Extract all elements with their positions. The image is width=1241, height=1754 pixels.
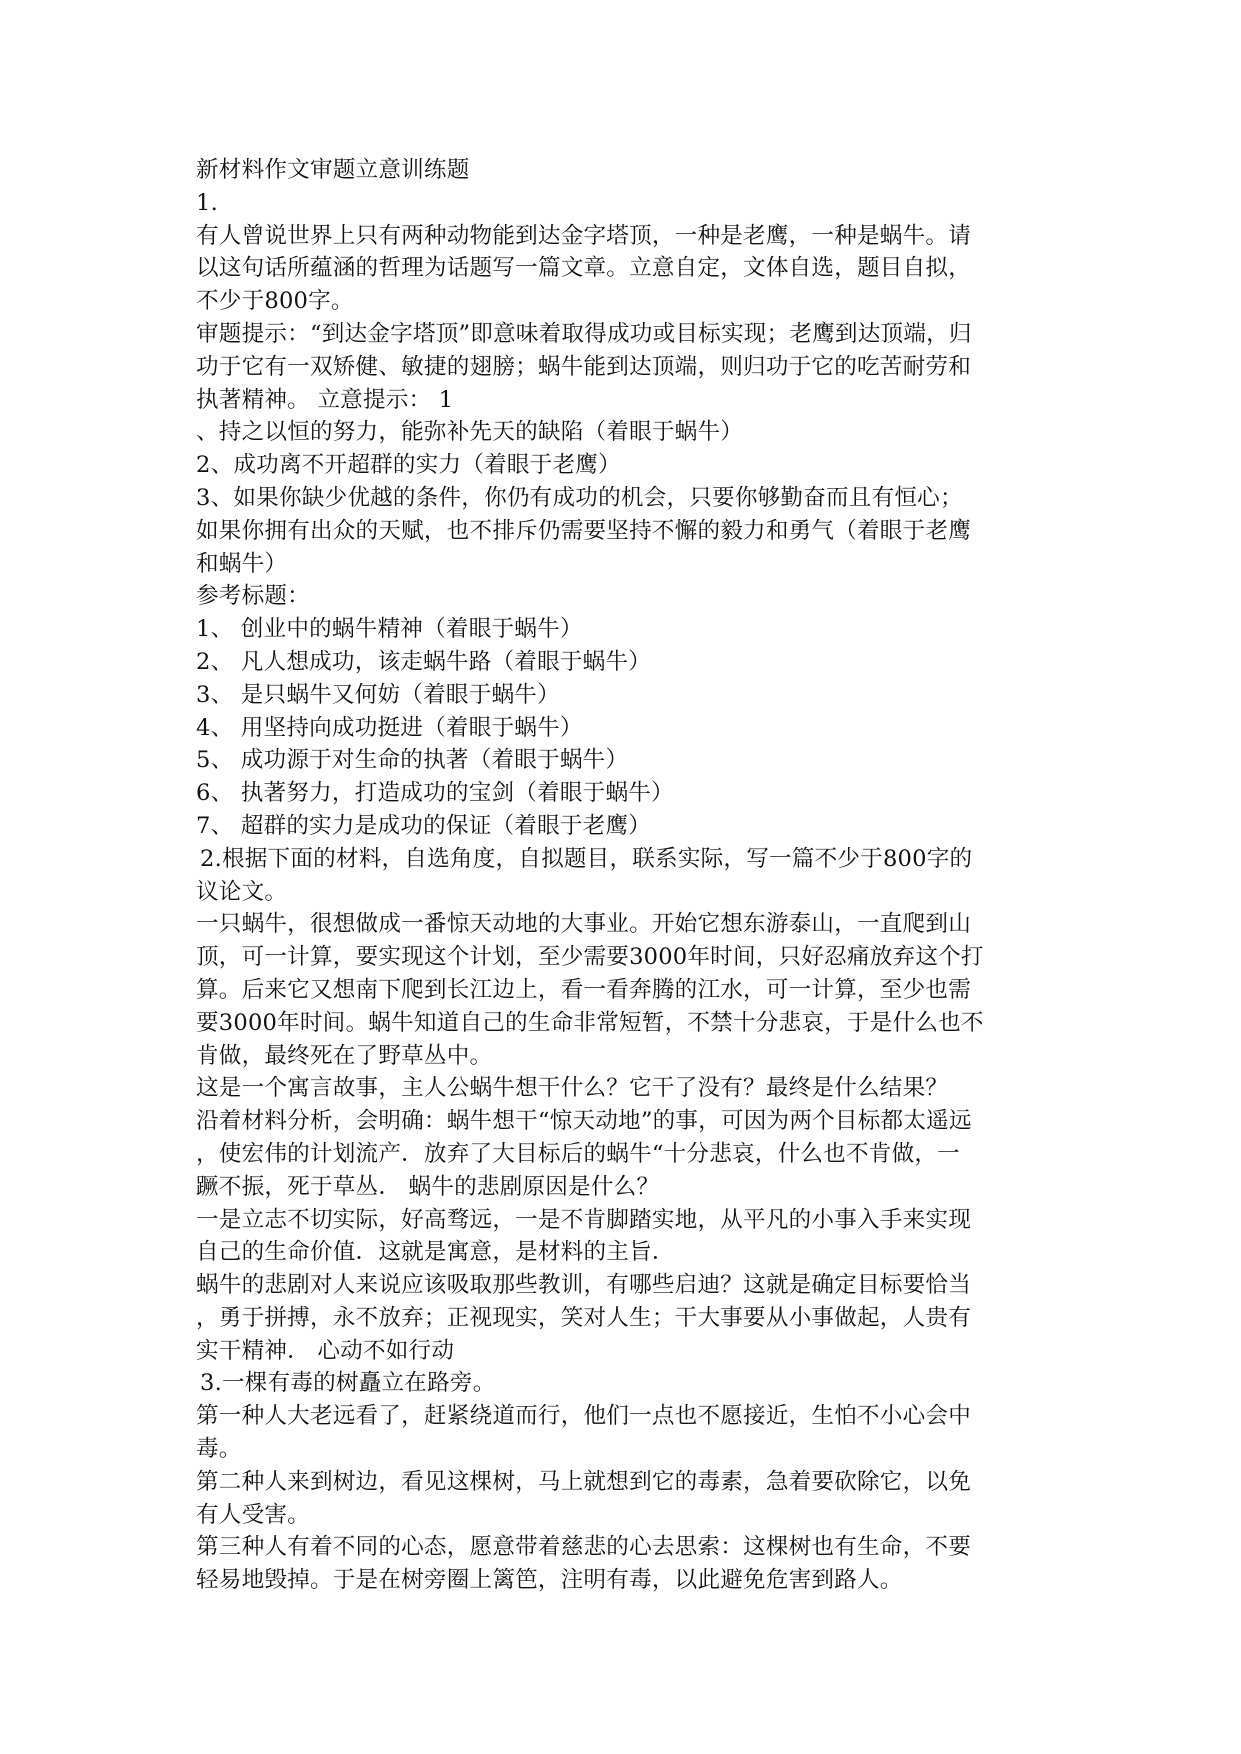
text-line: 蹶不振，死于草丛． 蜗牛的悲剧原因是什么？ bbox=[196, 1173, 660, 1200]
reference-titles-heading: 参考标题： bbox=[196, 583, 310, 610]
text-line: 沿着材料分析，会明确：蜗牛想干“惊天动地”的事，可因为两个目标都太遥远 bbox=[196, 1108, 972, 1135]
text-line: 轻易地毁掉。于是在树旁圈上篱笆，注明有毒，以此避免危害到路人。 bbox=[196, 1567, 903, 1594]
question-number-1: 1. bbox=[196, 189, 218, 216]
reference-title-item: 1、 创业中的蜗牛精神（着眼于蜗牛） bbox=[196, 616, 583, 643]
text-line: 自己的生命价值．这就是寓意，是材料的主旨． bbox=[196, 1239, 675, 1266]
text-line: 2、成功离不开超群的实力（着眼于老鹰） bbox=[196, 452, 621, 479]
text-line: 有人受害。 bbox=[196, 1501, 310, 1528]
reference-title-item: 3、 是只蜗牛又何妨（着眼于蜗牛） bbox=[196, 681, 560, 708]
text-line: 以这句话所蕴涵的哲理为话题写一篇文章。立意自定，文体自选，题目自拟， bbox=[196, 255, 971, 282]
reference-title-item: 2、 凡人想成功，该走蜗牛路（着眼于蜗牛） bbox=[196, 648, 652, 675]
reference-title-item: 4、 用坚持向成功挺进（着眼于蜗牛） bbox=[196, 714, 583, 741]
question-number-2: 2.根据下面的材料，自选角度，自拟题目，联系实际，写一篇不少于800字的 bbox=[200, 845, 973, 872]
question-number-3: 3.一棵有毒的树矗立在路旁。 bbox=[200, 1370, 496, 1397]
text-line: 一是立志不切实际，好高骛远，一是不肯脚踏实地，从平凡的小事入手来实现 bbox=[196, 1206, 971, 1233]
text-line: 功于它有一双矫健、敏捷的翅膀；蜗牛能到达顶端，则归功于它的吃苦耐劳和 bbox=[196, 353, 971, 380]
text-line: 执著精神。 立意提示： 1 bbox=[196, 386, 454, 413]
text-line: 议论文。 bbox=[196, 878, 288, 905]
text-line: ，使宏伟的计划流产．放弃了大目标后的蜗牛“十分悲哀，什么也不肯做，一 bbox=[196, 1140, 960, 1167]
text-line: 顶，可一计算，要实现这个计划，至少需要3000年时间，只好忍痛放弃这个打 bbox=[196, 944, 984, 971]
text-line: 第一种人大老远看了，赶紧绕道而行，他们一点也不愿接近，生怕不小心会中 bbox=[196, 1403, 971, 1430]
text-line: 算。后来它又想南下爬到长江边上，看一看奔腾的江水，可一计算，至少也需 bbox=[196, 976, 971, 1003]
text-line: ，勇于拼搏，永不放弃；正视现实，笑对人生；干大事要从小事做起，人贵有 bbox=[196, 1304, 971, 1331]
document-title: 新材料作文审题立意训练题 bbox=[196, 157, 470, 183]
text-line: 和蜗牛） bbox=[196, 550, 288, 577]
text-line: 蜗牛的悲剧对人来说应该吸取那些教训，有哪些启迪？这就是确定目标要恰当 bbox=[196, 1272, 971, 1299]
reference-title-item: 6、 执著努力，打造成功的宝剑（着眼于蜗牛） bbox=[196, 780, 674, 807]
reference-title-item: 5、 成功源于对生命的执著（着眼于蜗牛） bbox=[196, 747, 629, 774]
text-line: 这是一个寓言故事，主人公蜗牛想干什么？它干了没有？最终是什么结果？ bbox=[196, 1075, 949, 1102]
text-line: 审题提示：“到达金字塔顶”即意味着取得成功或目标实现；老鹰到达顶端，归 bbox=[196, 320, 972, 347]
text-line: 、持之以恒的努力，能弥补先天的缺陷（着眼于蜗牛） bbox=[196, 419, 744, 446]
text-line: 不少于800字。 bbox=[196, 288, 354, 315]
reference-title-item: 7、 超群的实力是成功的保证（着眼于老鹰） bbox=[196, 812, 652, 839]
text-line: 一只蜗牛，很想做成一番惊天动地的大事业。开始它想东游泰山，一直爬到山 bbox=[196, 911, 971, 938]
text-line: 肯做，最终死在了野草丛中。 bbox=[196, 1042, 493, 1069]
text-line: 第三种人有着不同的心态，愿意带着慈悲的心去思索：这棵树也有生命，不要 bbox=[196, 1534, 971, 1561]
text-line: 如果你拥有出众的天赋，也不排斥仍需要坚持不懈的毅力和勇气（着眼于老鹰 bbox=[196, 517, 971, 544]
document-page bbox=[196, 154, 1056, 1597]
text-line: 要3000年时间。蜗牛知道自己的生命非常短暂，不禁十分悲哀，于是什么也不 bbox=[196, 1009, 984, 1036]
text-line: 第二种人来到树边，看见这棵树，马上就想到它的毒素，急着要砍除它，以免 bbox=[196, 1468, 971, 1495]
text-line: 有人曾说世界上只有两种动物能到达金字塔顶，一种是老鹰，一种是蜗牛。请 bbox=[196, 222, 971, 249]
text-line: 3、如果你缺少优越的条件，你仍有成功的机会，只要你够勤奋而且有恒心； bbox=[196, 484, 963, 511]
text-line: 实干精神． 心动不如行动 bbox=[196, 1337, 455, 1364]
text-line: 毒。 bbox=[196, 1436, 242, 1463]
